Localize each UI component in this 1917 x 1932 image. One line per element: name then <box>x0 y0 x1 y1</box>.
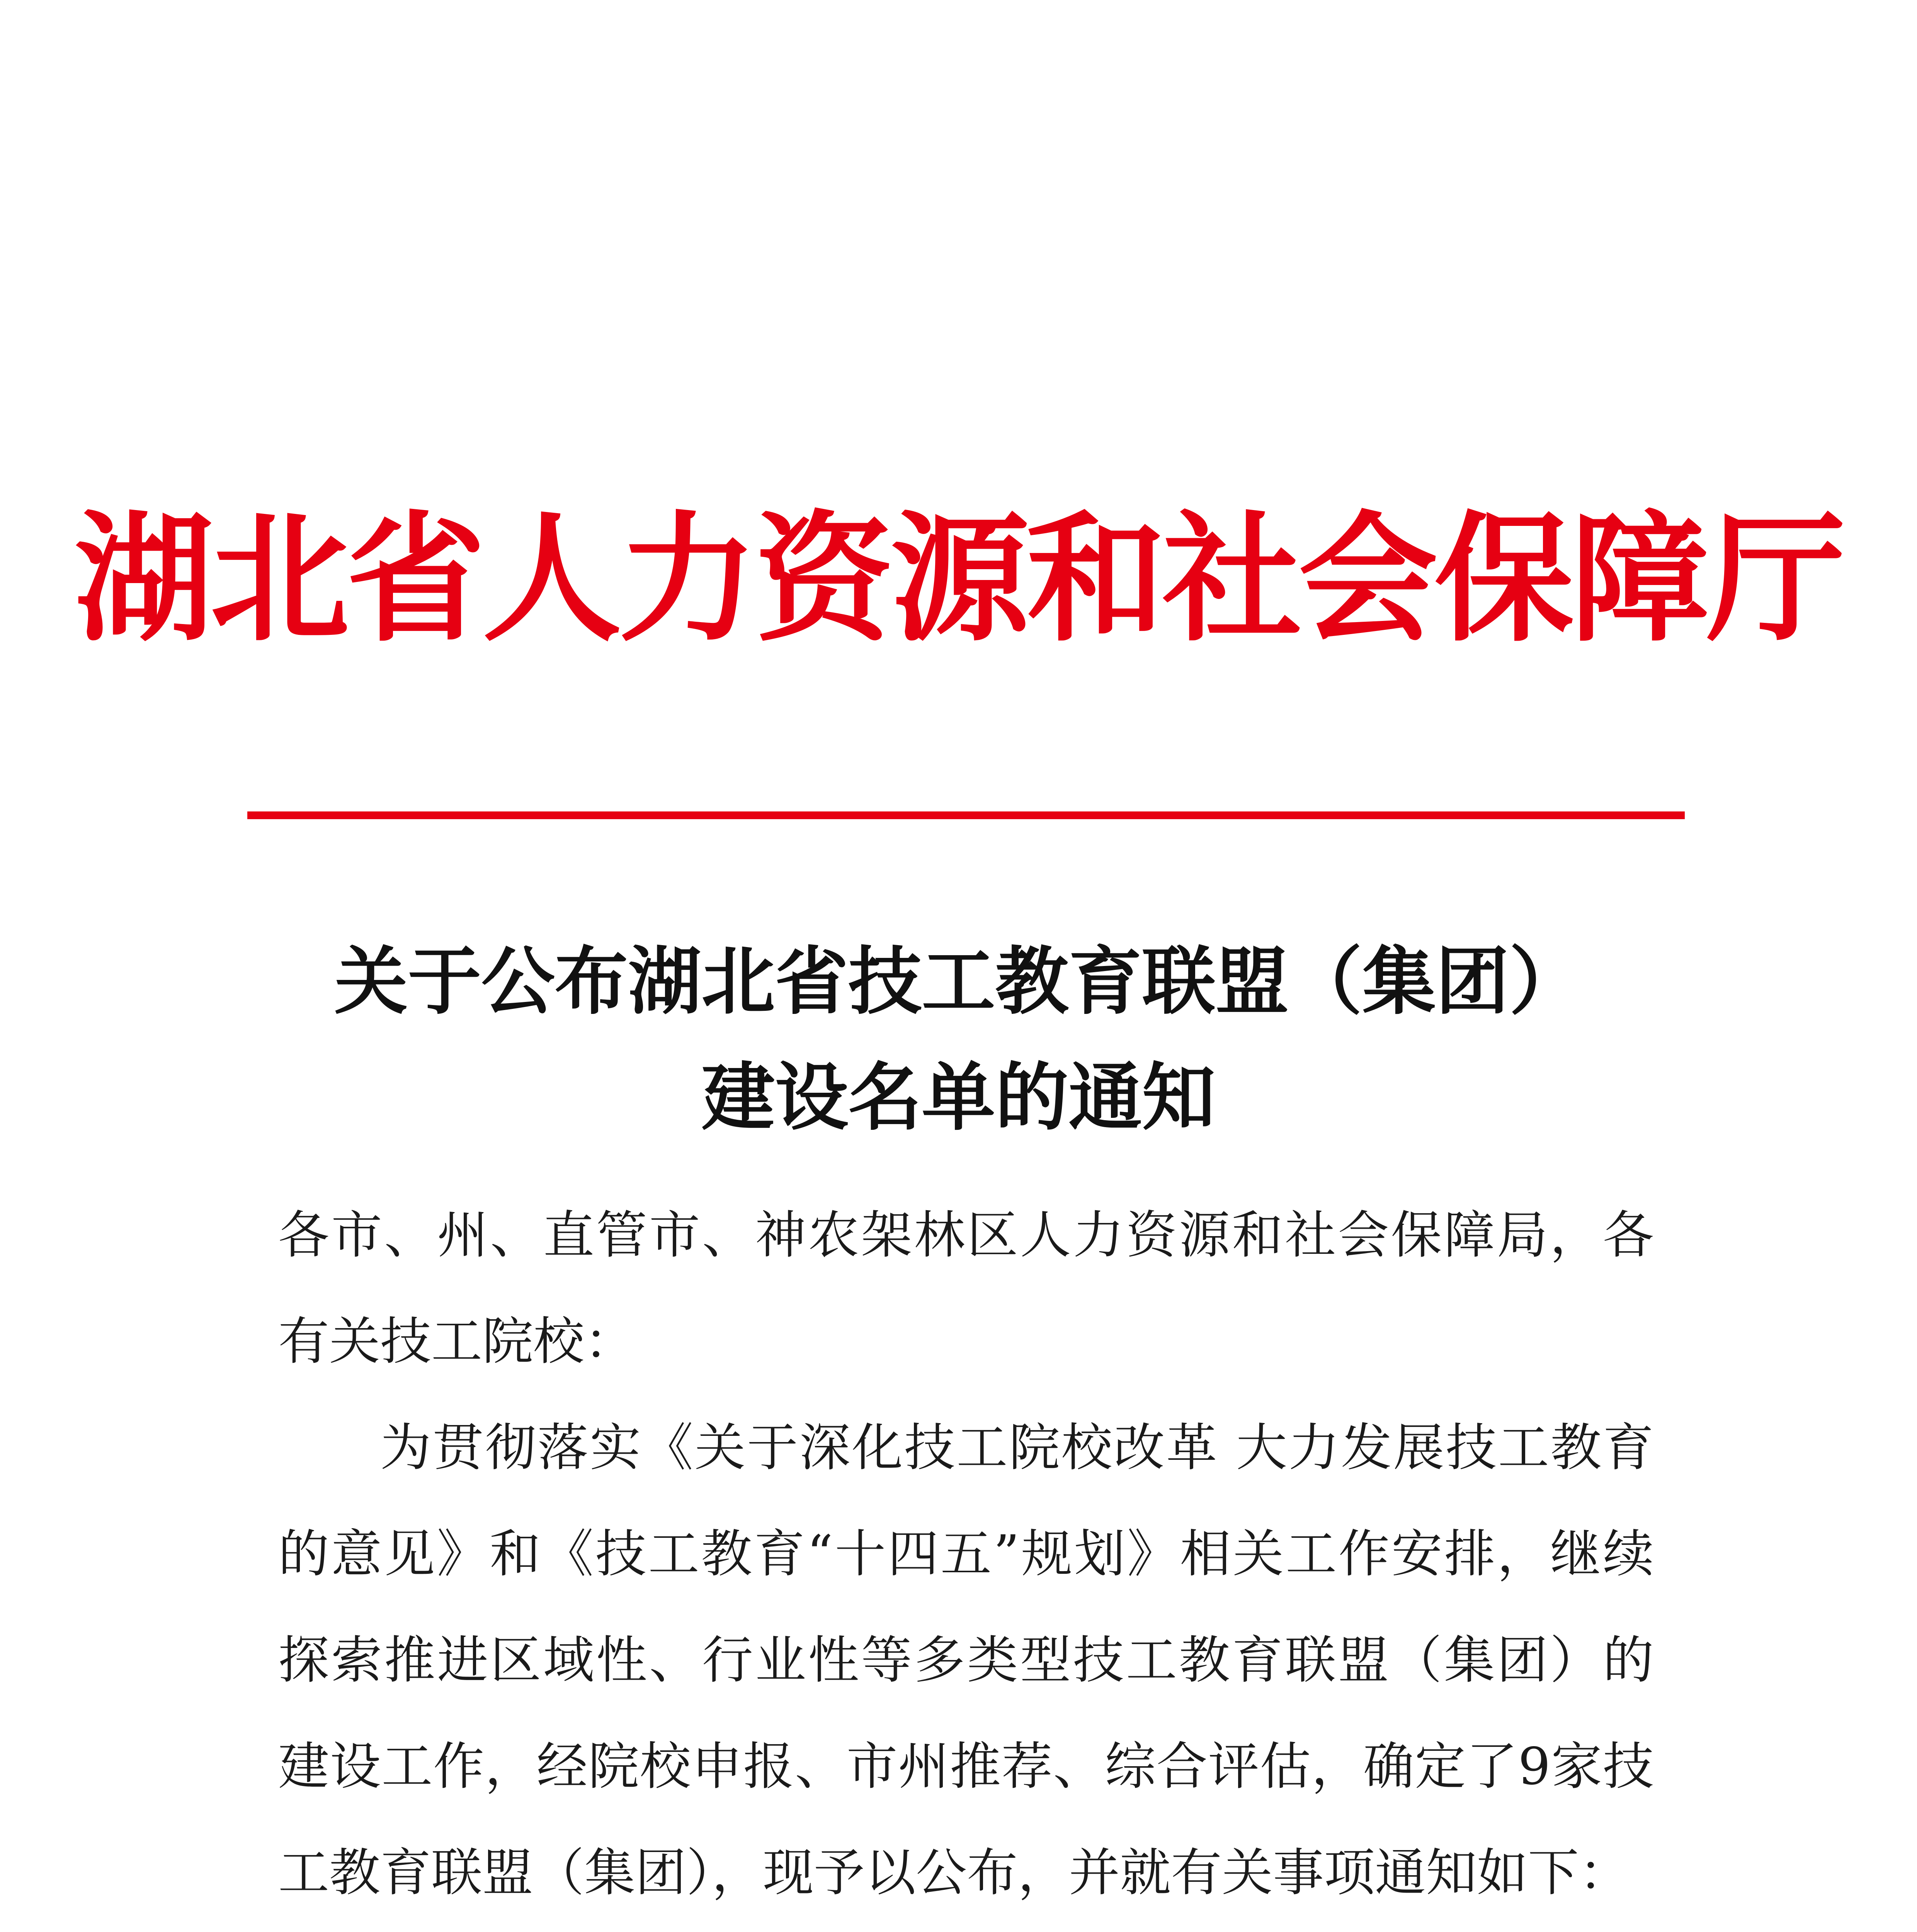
document-title <box>0 923 1917 1155</box>
salutation: 各市、州、直管市、神农架林区人力资源和社会保障局，各有关技工院校： <box>278 1206 1654 1371</box>
document-body <box>278 1182 1654 1932</box>
body-paragraph-2 <box>278 1926 1654 1932</box>
document-title-line-2: 建设名单的通知 <box>701 1054 1216 1140</box>
body-paragraph-1: 为贯彻落实《关于深化技工院校改革 大力发展技工教育的意见》和《技工教育“十四五”规划》相关工作安排，继续探索推进区域性、行业性等多类型技工教育联盟（集团）的建设工作，经院校申报、市州推荐、综合评估，确定了9家技工教育联盟（集团），现予以公布，并就有关事项通知如下： <box>278 1418 1654 1903</box>
agency-name-header: 湖北省人力资源和社会保障厅 <box>74 498 1843 660</box>
document-title-line-1: 关于公布湖北省技工教育联盟（集团） <box>334 938 1583 1024</box>
red-divider-line <box>247 811 1685 819</box>
